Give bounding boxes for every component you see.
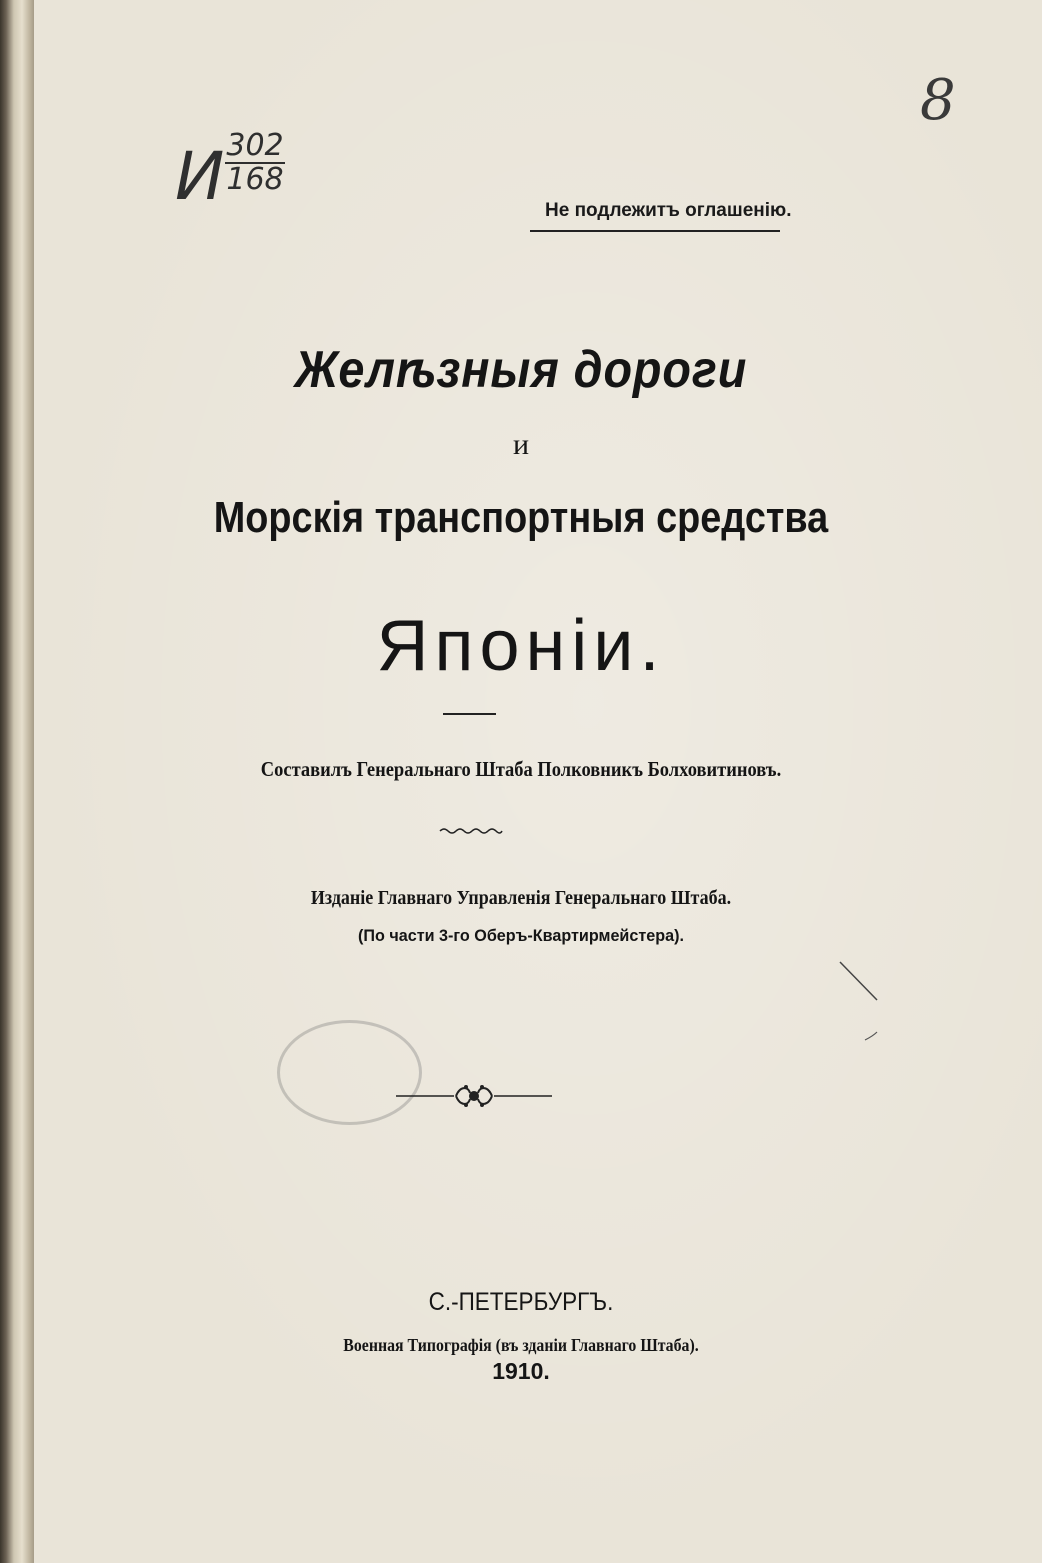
shelf-letter: И	[175, 138, 225, 215]
publisher-line: Изданіе Главнаго Управленія Генеральнаго Штаба.	[310, 887, 732, 909]
restriction-notice: Не подлежитъ оглашенію.	[545, 200, 792, 221]
wavy-divider	[438, 826, 504, 836]
shelf-number-top: 302	[226, 128, 284, 163]
pencil-mark	[835, 960, 885, 1050]
divider-rule	[443, 713, 496, 715]
imprint-city: С.-ПЕТЕРБУРГЪ.	[428, 1288, 614, 1316]
title-conjunction: и	[512, 428, 530, 461]
handwritten-page-mark: 8	[920, 68, 956, 133]
title-line-sea-transport: Морскія транспортныя средства	[213, 493, 829, 542]
book-binding	[0, 0, 34, 1563]
imprint-printer: Военная Типографія (въ зданіи Главнаго Штаба).	[343, 1335, 699, 1355]
publisher-branch-line: (По части 3-го Оберъ-Квартирмейстера).	[358, 926, 684, 945]
ornament-divider	[396, 1081, 552, 1111]
title-line-japan: Японіи.	[376, 606, 666, 686]
notice-underline	[530, 230, 780, 232]
title-line-railways: Желѣзныя дороги	[294, 341, 748, 399]
imprint-year: 1910.	[492, 1358, 550, 1384]
shelf-number-bottom: 168	[226, 162, 284, 197]
author-line: Составилъ Генеральнаго Штаба Полковникъ Болховитиновъ.	[260, 757, 782, 781]
shelf-number	[225, 130, 285, 196]
